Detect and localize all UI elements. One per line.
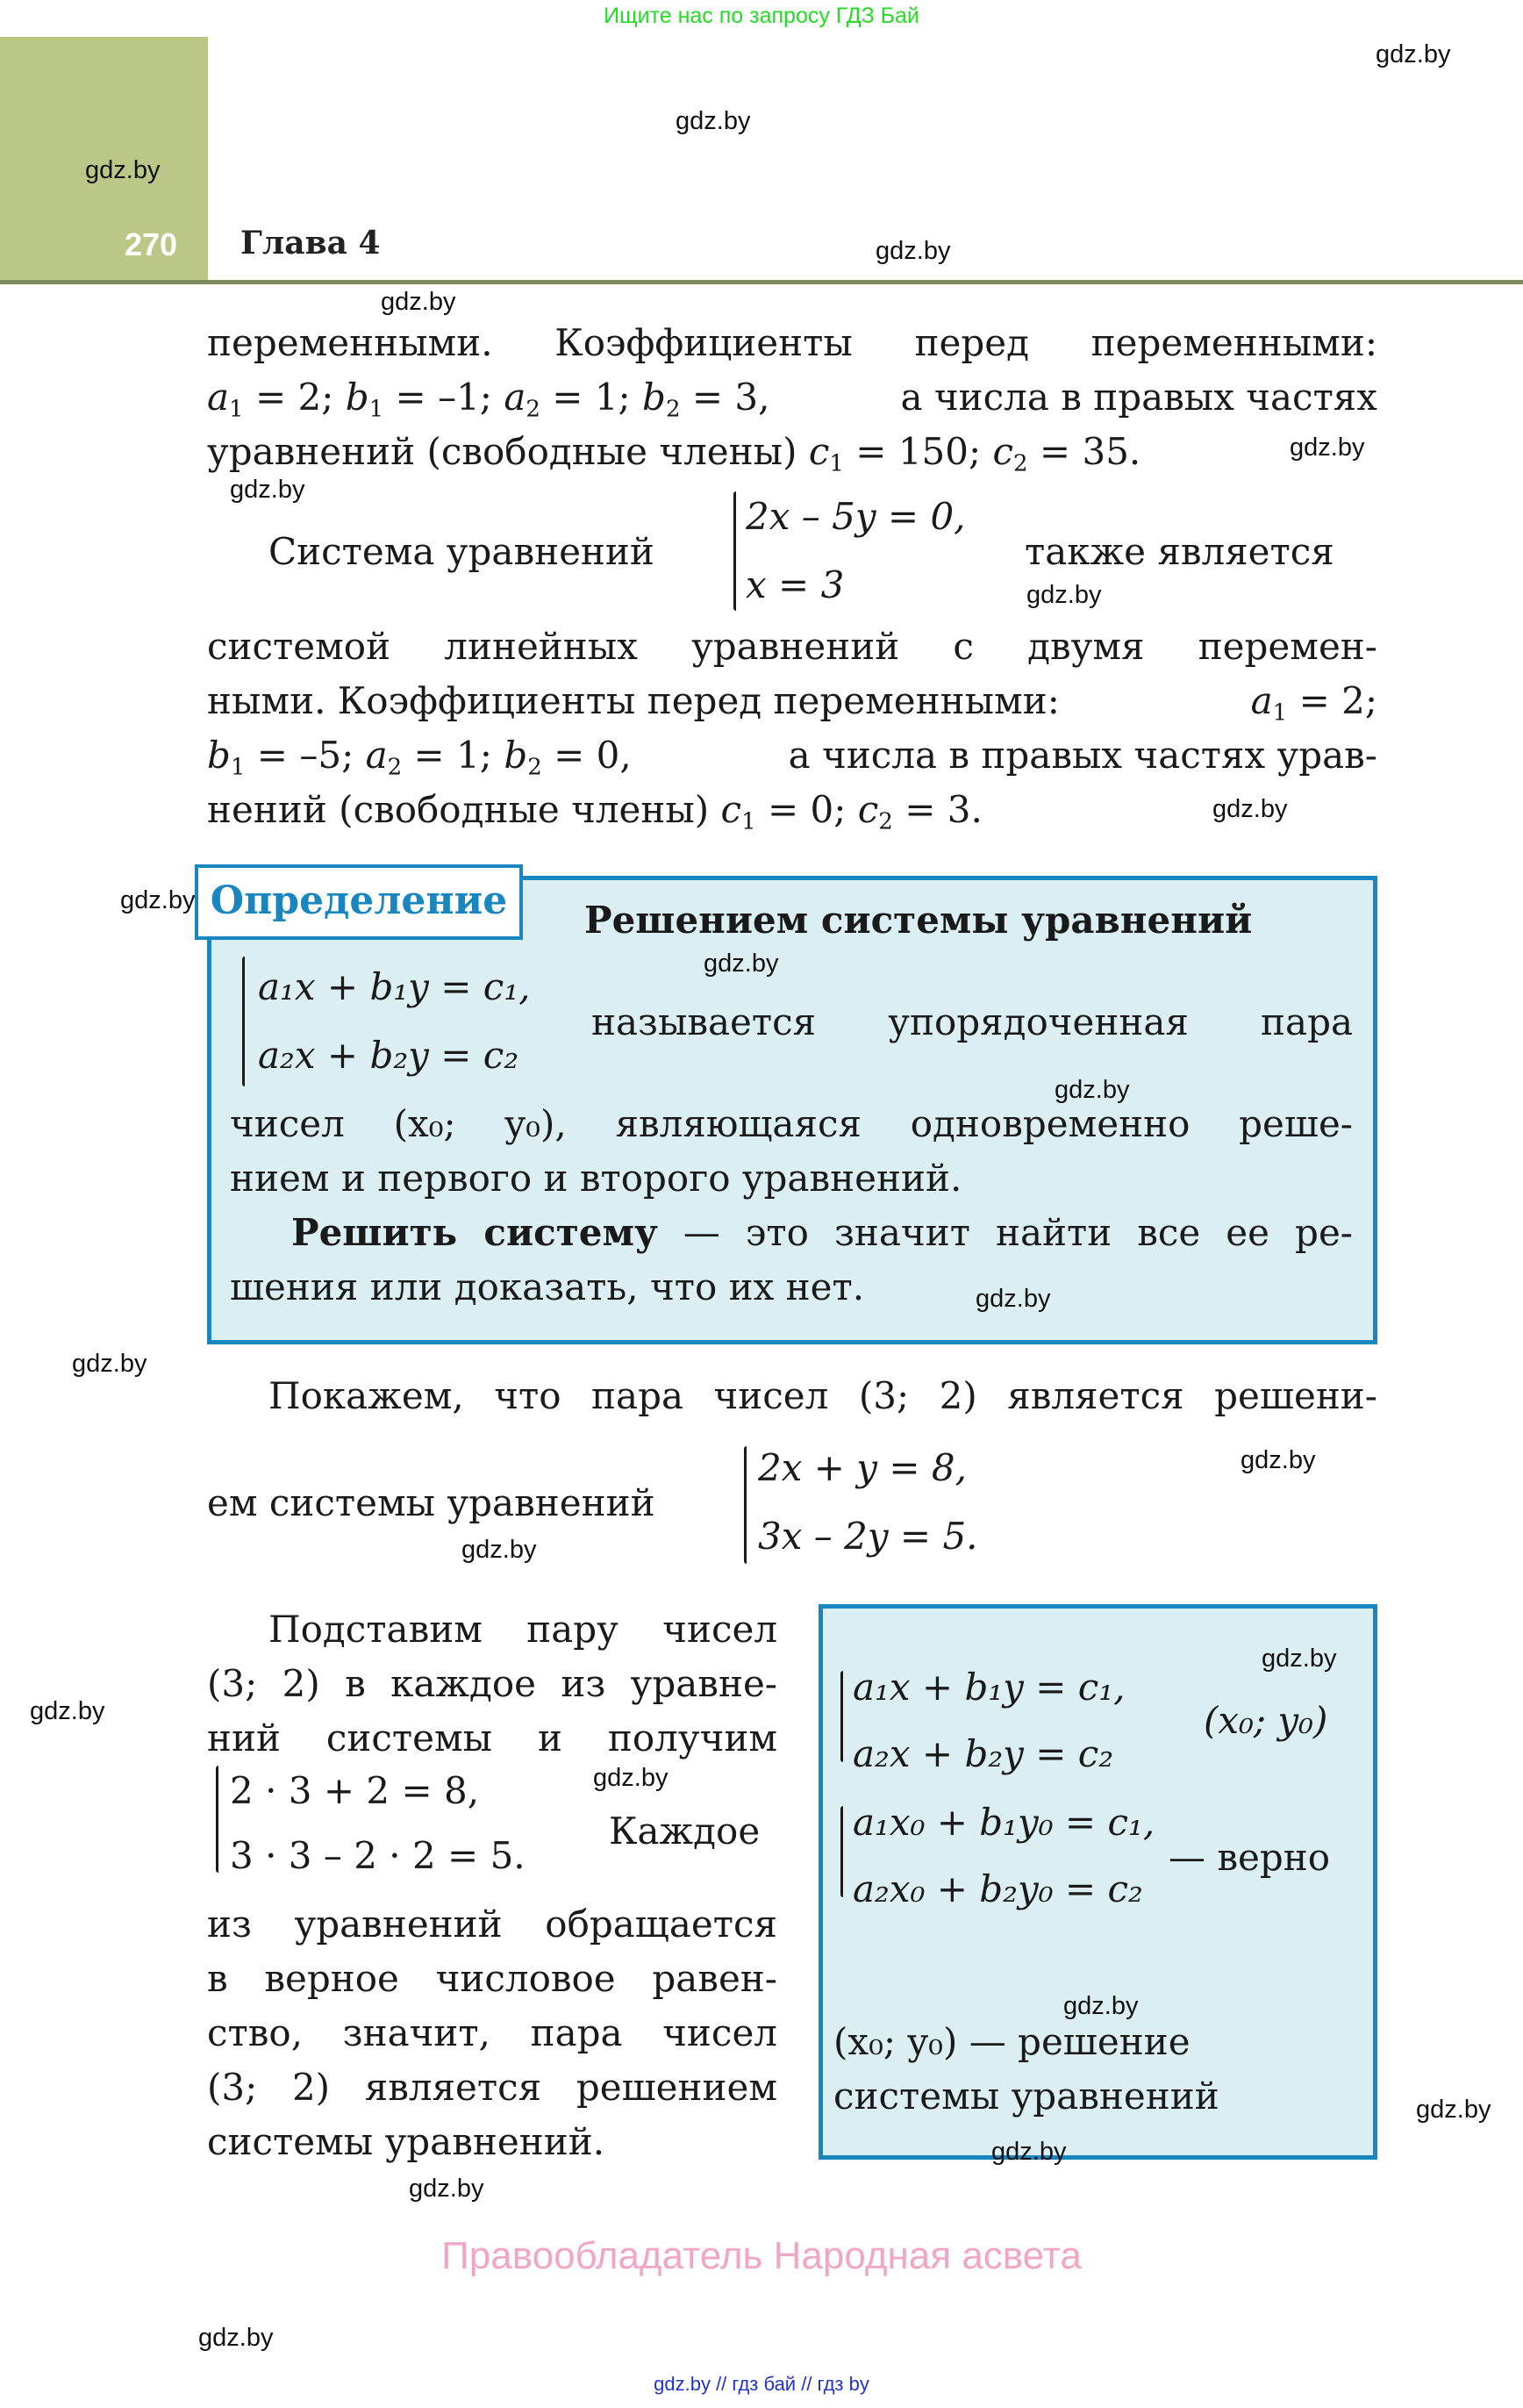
text-line: чисел (x₀; y₀), являющаяся одновременно реше- xyxy=(230,1102,1353,1145)
watermark: gdz.by xyxy=(409,2175,484,2203)
text-line: также является xyxy=(1025,530,1334,573)
equation: a₁x + b₁y = c₁, xyxy=(853,1666,1126,1709)
watermark: gdz.by xyxy=(72,1350,147,1378)
watermark: gdz.by xyxy=(198,2324,274,2352)
watermark: gdz.by xyxy=(120,886,196,914)
system-brace xyxy=(733,491,736,611)
watermark: gdz.by xyxy=(85,156,161,184)
text-line: уравнений (свободные члены) $c_1 = 150$; $c_2 = 35$. xyxy=(207,430,1141,477)
text-line: Решить систему — это значит найти все ее ре- xyxy=(291,1211,1353,1254)
chapter-title: Глава 4 xyxy=(240,225,381,262)
footer-links[interactable]: gdz.by // гдз бай // гдз by xyxy=(654,2373,869,2395)
text-line: (3; 2) в каждое из уравне- xyxy=(207,1662,777,1705)
equation: x = 3 xyxy=(746,563,845,606)
system-brace xyxy=(840,1806,843,1897)
page-number: 270 xyxy=(125,226,178,262)
equation: a₁x₀ + b₁y₀ = c₁, xyxy=(853,1801,1155,1844)
text-line: (x₀; y₀) — решение xyxy=(833,2020,1191,2063)
equation: 2 · 3 + 2 = 8, xyxy=(230,1769,480,1812)
equation: 3x – 2y = 5. xyxy=(758,1515,978,1558)
text-line: Каждое xyxy=(609,1810,761,1853)
equation: a₁x + b₁y = c₁, xyxy=(258,965,531,1008)
equation: a₂x + b₂y = c₂ xyxy=(853,1732,1114,1775)
watermark: gdz.by xyxy=(1026,581,1102,609)
watermark: gdz.by xyxy=(461,1536,537,1564)
text-line: шения или доказать, что их нет. xyxy=(230,1265,865,1308)
watermark: gdz.by xyxy=(381,288,456,316)
text-line: из уравнений обращается xyxy=(207,1903,777,1946)
equation: 2x + y = 8, xyxy=(758,1446,967,1489)
solution-pair: (x₀; y₀) xyxy=(1204,1699,1328,1742)
text-line: Покажем, что пара чисел (3; 2) является решени- xyxy=(268,1374,1377,1417)
watermark: gdz.by xyxy=(1262,1645,1337,1673)
watermark: gdz.by xyxy=(1241,1446,1316,1474)
watermark: gdz.by xyxy=(593,1764,669,1792)
system-brace xyxy=(242,957,245,1086)
search-banner: Ищите нас по запросу ГДЗ Бай xyxy=(604,4,919,28)
watermark: gdz.by xyxy=(1416,2096,1491,2124)
equation: a₂x + b₂y = c₂ xyxy=(258,1034,519,1077)
text-line: нием и первого и второго уравнений. xyxy=(230,1157,962,1200)
text-line: — верно xyxy=(1169,1836,1331,1879)
text-line: называется упорядоченная пара xyxy=(591,1000,1353,1043)
text-line: в верное числовое равен- xyxy=(207,1957,777,2000)
text-line: $a_1 = 2$; $b_1 = -1$; $a_2 = 1$; $b_2 = 3$, а числа в правых частях xyxy=(207,376,1377,423)
text-line: системой линейных уравнений с двумя перемен- xyxy=(207,625,1377,668)
watermark: gdz.by xyxy=(676,107,751,135)
watermark: gdz.by xyxy=(876,237,951,265)
text-line: ство, значит, пара чисел xyxy=(207,2011,777,2054)
watermark: gdz.by xyxy=(704,950,779,978)
text-line: ний системы и получим xyxy=(207,1716,777,1759)
system-brace xyxy=(216,1766,218,1873)
watermark: gdz.by xyxy=(1212,795,1288,823)
watermark: gdz.by xyxy=(1376,40,1451,68)
text-line: ем системы уравнений xyxy=(207,1481,655,1524)
text-line: Система уравнений xyxy=(268,530,654,573)
text-line: ными. Коэффициенты перед переменными: $a_1 = 2$; xyxy=(207,679,1377,727)
header-rule xyxy=(0,280,1523,284)
definition-label: Определение xyxy=(195,864,523,940)
watermark: gdz.by xyxy=(1055,1076,1130,1104)
watermark: gdz.by xyxy=(1290,434,1365,462)
text-line: $b_1 = -5$; $a_2 = 1$; $b_2 = 0$, а числа в правых частях урав- xyxy=(207,734,1377,781)
equation: a₂x₀ + b₂y₀ = c₂ xyxy=(853,1867,1143,1910)
text-line: Подставим пару чисел xyxy=(268,1608,777,1651)
definition-title: Решением системы уравнений xyxy=(584,899,1253,942)
equation: 2x – 5y = 0, xyxy=(746,495,966,538)
text-line: системы уравнений. xyxy=(207,2120,605,2163)
text-line: (3; 2) является решением xyxy=(207,2066,777,2109)
system-brace xyxy=(744,1446,747,1564)
text-line: нений (свободные члены) $c_1 = 0$; $c_2 = 3$. xyxy=(207,788,983,835)
watermark: gdz.by xyxy=(230,476,305,504)
equation: 3 · 3 – 2 · 2 = 5. xyxy=(230,1834,526,1877)
text-line: системы уравнений xyxy=(833,2075,1219,2118)
watermark: gdz.by xyxy=(1063,1992,1139,2020)
watermark: gdz.by xyxy=(976,1285,1051,1313)
text-line: переменными. Коэффициенты перед переменными: xyxy=(207,321,1377,364)
watermark: gdz.by xyxy=(30,1697,105,1725)
system-brace xyxy=(840,1671,843,1762)
copyright-notice: Правообладатель Народная асвета xyxy=(441,2234,1082,2277)
watermark: gdz.by xyxy=(991,2138,1067,2166)
